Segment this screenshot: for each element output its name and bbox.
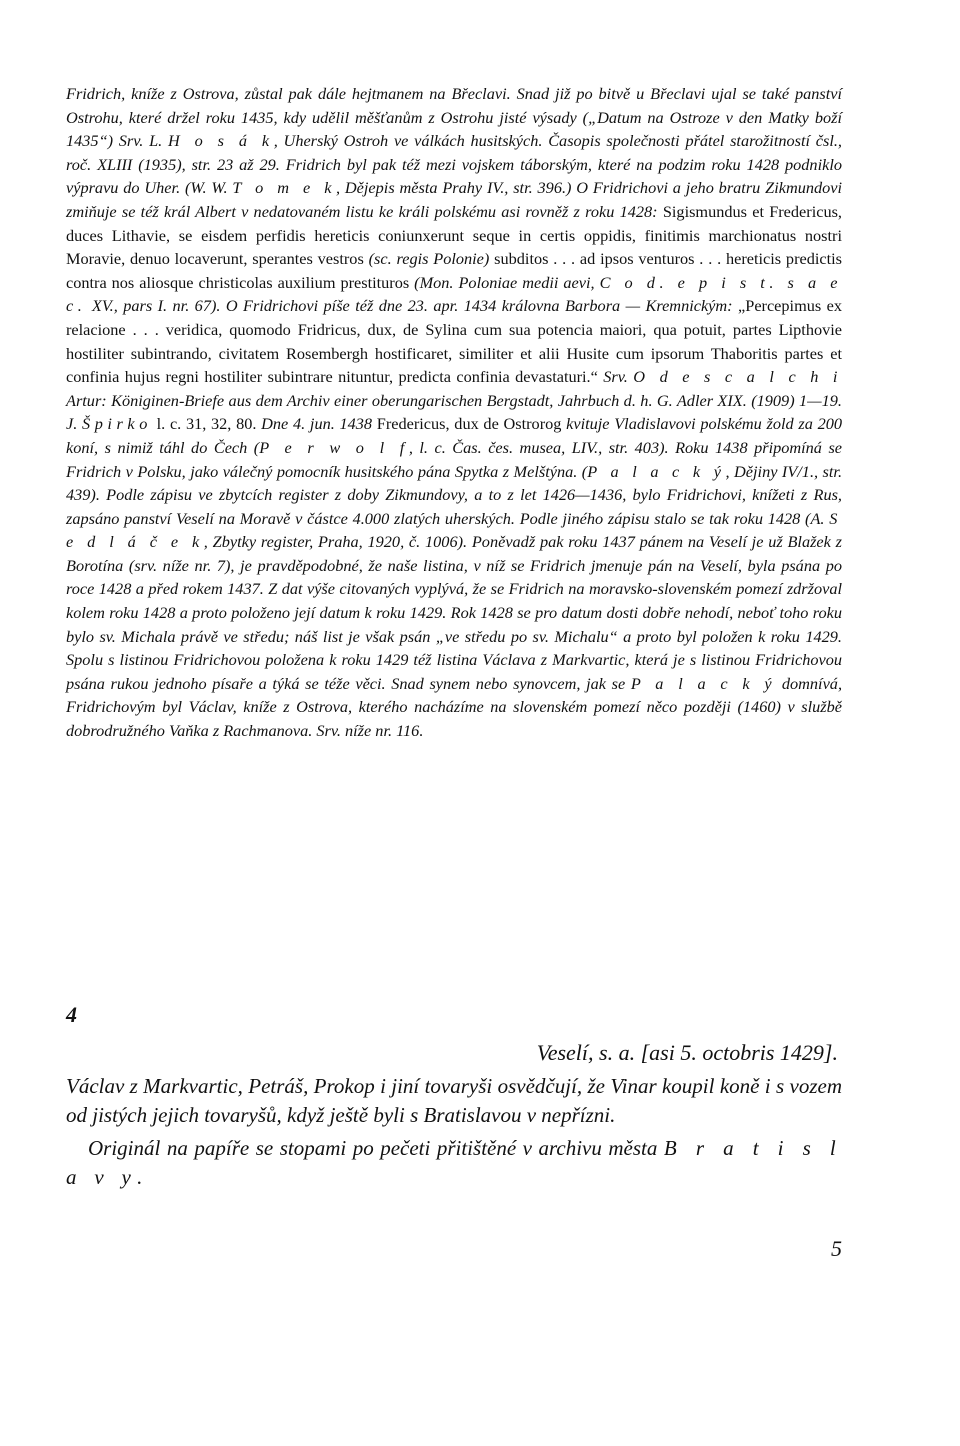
- footnote-text: , Dějepis města Prahy IV., str. 396.) O Fridrichovi a jeho bratru Zikmundovi zmiňuje se též král Albert v nedatovaném listu ke králi polskému asi rovněž z roku 1428:: [66, 178, 843, 221]
- footnote-commentary: [66, 82, 842, 743]
- latin-quote: Fredericus, dux de Ostrorog: [376, 414, 562, 434]
- latin-quote: „Percepimus ex relacione . . . veridica, quomodo Fridricus, dux, de Sylina cum sua potencia maiori, qua potuit, partes Lipthovie hostiliter subintrando, civitatem Rosembergh hostificaret, similiter et alii Husite cum ipsorum Thaboritis partes et confinia hujus regni hostiliter subintrare nituntur, predicta confinia devastaturi.“: [66, 296, 843, 387]
- author-name: T o m e k: [232, 178, 336, 198]
- footnote-text: Fridrich, kníže z Ostrova, zůstal pak dále hejtmanem na Břeclavi. Snad již po bitvě u Břeclavi ujal se také panství Ostrohu, které držel roku 1435, kdy udělil měšťanům z Ostrohu jisté výsady („Datum na Ostroze v den Matky boží 1435“) Srv. L.: [66, 84, 842, 151]
- entry-dateline: Veselí, s. a. [asi 5. octobris 1429].: [536, 1040, 838, 1065]
- footnote-text: kvituje Vladislavovi polskému žold za 200 koní, s nimiž táhl do Čech (: [66, 414, 842, 457]
- author-name: S e d l á č e k: [66, 508, 842, 552]
- author-name: H o s á k: [168, 131, 274, 151]
- footnote-text: Dne 4. jun. 1438: [261, 414, 373, 434]
- footnote-text: XV., pars I. nr. 67). O Fridrichovi píše též dne 23. apr. 1434 královna Barbora — Kremnickým:: [91, 296, 733, 316]
- footnote-text: domnívá, Fridrichovým byl Václav, kníže z Ostrova, kterého nacházíme na slovenském pomezí něco později (1460) v službě dobrodružného Vaňka z Rachmanova. Srv. níže nr. 116.: [66, 673, 843, 741]
- original-note-text: Originál na papíře se stopami po pečeti přitištěné v archivu města: [88, 1136, 658, 1160]
- footnote-text: l. c. 31, 32, 80.: [156, 414, 257, 434]
- footnote-text: , Zbytky register, Praha, 1920, č. 1006). Poněvadž pak roku 1437 pánem na Veselí je už Blažek z Borotína (srv. níže nr. 7), je pravděpodobné, že naše listina, v níž se Fridrich jmenuje pán na Veselí, byla psána po roce 1428 a před rokem 1437. Z dat výše citovaných vyplývá, že se Fridrich na moravsko-slovenském pomezí zdržoval kolem roku 1428 a proto položeno její datum k roku 1429. Rok 1428 se pro datum dosti dobře nehodí, neboť toho roku bylo sv. Michala právě ve středu; náš list je však psán „ve středu po sv. Michalu“ a proto byl položen k roku 1429. Spolu s listinou Fridrichovou položena k roku 1429 též listina Václava z Markvartic, která je s listinou Fridrichovou psána rukou jednoho písaře a týká se téže věci. Snad synem nebo synovcem, jak se: [66, 532, 842, 693]
- latin-quote: subditos . . . ad ipsos venturos . . . hereticis predictis contra nos aliosque christicolas auxilium prestituros: [66, 249, 842, 292]
- original-note-end: .: [137, 1165, 143, 1189]
- regest-summary: Václav z Markvartic, Petráš, Prokop i jiní tovaryši osvědčují, že Vinar koupil koně i s vozem od jistých jejich tovaryšů, když ještě byli s Bratislavou v nepřízni.: [66, 1074, 842, 1127]
- author-name: P e r w o l f: [259, 437, 409, 457]
- page-number: 5: [831, 1236, 842, 1261]
- footnote-text: Srv.: [603, 367, 628, 387]
- source-title: C o d. e p i s t. s a e c.: [66, 272, 843, 316]
- footnote-text: Artur: Königinen-Briefe aus dem Archiv einer oberungarischen Bergstadt, Jahrbuch d. h. G. Adler XIX. (1909) 1—19. J.: [66, 390, 842, 434]
- author-name: Špirko: [82, 414, 152, 434]
- original-note: [66, 1134, 842, 1192]
- author-name: P a l a c k ý: [587, 461, 726, 481]
- footnote-text: , Uherský Ostroh ve válkách husitských. Časopis společnosti přátel starožitností čsl., roč. XLIII (1935), str. 23 až 29. Fridrich byl pak též mezi vojskem táborským, které na podzim roku 1428 podniklo výpravu do Uher. (W. W.: [66, 131, 842, 198]
- author-name: O d e s c a l c h i: [633, 367, 842, 387]
- entry-regest: [66, 1072, 842, 1192]
- footnote-text: , Dějiny IV/1., str. 439). Podle zápisu ve zbytcích register z doby Zikmundovy, a to z let 1426—1436, bylo Fridrichovi, knížeti z Rus, zapsáno panství Veselí na Moravě v částce 4.000 zlatých uherských. Podle jiného zápisu stalo se tak roku 1428 (A.: [66, 461, 843, 528]
- footnote-text: (Mon. Poloniae medii aevi,: [414, 272, 595, 292]
- author-name: P a l a c k ý: [630, 673, 777, 693]
- latin-quote: Sigismundus et Fredericus, duces Lithavie, se eisdem perfidis hereticis coniunxerunt seque in certis oppidis, finitimis marchionatus nostri Moravie, denuo locaverunt, sperantes vestros: [66, 201, 842, 269]
- footnote-paragraph: [66, 82, 842, 743]
- footnote-text: , l. c. Čas. čes. musea, LIV., str. 403). Roku 1438 připomíná se Fridrich v Polsku, jako válečný pomocník husitského pána Spytka z Melštýna. (: [66, 437, 843, 481]
- entry-number: 4: [66, 1002, 77, 1027]
- footnote-text: (sc. regis Polonie): [368, 249, 490, 269]
- archive-city: B r a t i s l a v y: [66, 1136, 843, 1189]
